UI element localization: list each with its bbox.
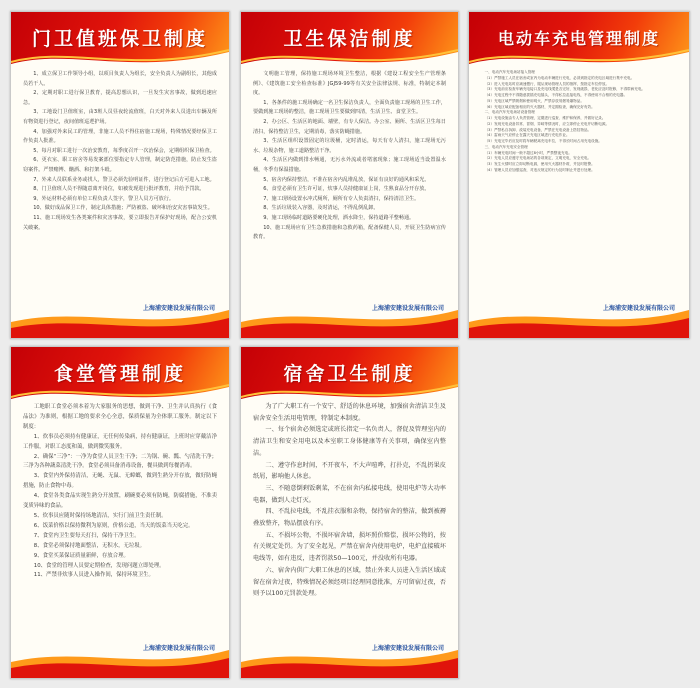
- paragraph: 7、施工现场设置水冲式厕所，厕所有专人负责清扫，保持清洁卫生。: [263, 195, 420, 202]
- paragraph: 三、不随意倒剩饭剩菜，不在宿舍内私接电线，使用电炉等大功率电器，做到人走灯灭。: [253, 484, 446, 504]
- board-footer: [469, 296, 689, 338]
- paragraph: 4、加强对外来民工的管理，非施工人员不得住宿施工现场，特殊情况要经保卫工作负责人批准。: [23, 128, 217, 145]
- paragraph: 1、各条件的施工现场确定一名卫生保洁负责人，全面负责施工现场的卫生工作，要做到施工现场的整洁，施工现场卫生要做到四清，生活卫生、食堂卫生。: [253, 99, 446, 116]
- paragraph: 9、施工现场临时道路要硬化处理，洒水降尘，保持道路平整畅通。: [263, 214, 415, 221]
- paragraph: 5、每月对职工进行一次治安教育，每季度召开一次治保会，定期组织保卫检查。: [33, 147, 215, 154]
- paragraph: 二、遵守作息时间，不开夜车，不大声喧哗，打扑克，不乱扔果皮纸屑，影响他人休息。: [253, 461, 446, 481]
- paragraph: 3、生活区组织设置固定的垃圾桶，定时清运，每天有专人清扫，施工现场无污水、垃圾杂物，施工道路整洁干净。: [253, 138, 446, 154]
- board-footer: [11, 636, 229, 678]
- paragraph: 3、食堂内外保持清洁，无蝇、无鼠、无蟑螂，做到生熟分开存放，做好防蝇措施，防止食物中毒。: [23, 473, 217, 490]
- paragraph: 6、食堂必须有卫生许可证，炊事人员持健康证上岗，生熟食品分开存放。: [263, 186, 430, 193]
- paragraph: （4）管理人员应加强巡查，对违反规定的行为及时制止并进行处理。: [484, 167, 595, 172]
- board-title: 门卫值班保卫制度: [31, 28, 208, 50]
- paragraph: 5、炊事员应随时保持场地清洁，实行门前卫生责任制。: [33, 512, 167, 519]
- paragraph: 10、做好成品保卫工作，制定具体措施；严防被盗、破坏和治安灾害事故发生。: [33, 205, 213, 212]
- paragraph: 4、食堂各类食品实现生熟分开放置，刷碗要必须有防蝇，防腐措施，不准卖变质异味的食品。: [23, 493, 217, 510]
- paragraph: 二、电动汽车充电场站设备管理: [484, 110, 535, 115]
- paragraph: 4、生活区内做到排水畅通，无污水外流或者堵塞现象；施工现场适当设置温水桶，冬季有保温措施。: [253, 157, 446, 173]
- paragraph: 7、外来人员联系业务或找人，警卫必须先验明证件，进行登记后方可进入工地。: [33, 176, 215, 183]
- paragraph: 8、生活垃圾装入容器，及时清运，不得乱倒乱卸。: [263, 205, 379, 212]
- board-footer: [241, 296, 458, 338]
- board-ev-charging: [468, 11, 690, 339]
- paragraph: 1、炊事员必须持有健康证，无任何传染病，持有健康证，上班时应穿戴洁净工作服，对职工态度和蔼，做到微笑服务。: [23, 433, 217, 450]
- paragraph: （2）进入充电站时应减速慢行，服从现场管理人员的指挥，按指定车位停放。: [484, 81, 610, 86]
- paragraph: 11、施工现场发生各类案件和灾害事故，要立即报告并保护好现场，配合公安机关破案。: [23, 214, 217, 231]
- paragraph: （2）充电人员应遵守充电场站的各项规定，文明充电，安全充电。: [484, 156, 592, 161]
- paragraph: （5）充电区域严禁吸烟和使用明火，严禁存放易燃易爆物品。: [484, 98, 584, 103]
- paragraph: 一、每个宿舍必须选定或班长指定一名负责人，督促及管理室内的清洁卫生和安全用电以及本室职工身体健康等有关事项，确保室内整洁。: [253, 426, 446, 457]
- board-body: [253, 70, 446, 243]
- paragraph: 9、食堂买菜保证质量新鲜，存放合理。: [33, 552, 129, 559]
- paragraph: 四、不乱拉电线，不乱挂衣服和杂物，保持宿舍的整洁，做到被褥叠放整齐，物品摆放有序。: [253, 508, 446, 528]
- board-body: [23, 403, 217, 581]
- paragraph: 六、宿舍内供广大职工休息的区域，禁止外来人员进入生活区域或留在宿舍过夜，特殊情况必须经项目经理同意批准，方可留宿过夜，否则予以100元罚款处理。: [253, 566, 446, 598]
- company-name: 上海浦安建设发展有限公司: [602, 305, 675, 312]
- paragraph: （5）充电完毕后应及时将车辆驶离充电车位，不得长时间占用充电设施。: [484, 139, 602, 143]
- paragraph: 为了广大职工有一个安宁、舒适的休息环境，加强宿舍清洁卫生及宿舍安全生活用电管理，特制定本制度。: [253, 403, 446, 422]
- paragraph: 6、饭菜价格以保持微利为原则，价格公道，当天的饭菜当天吃完。: [33, 522, 194, 529]
- company-name: 上海浦安建设发展有限公司: [142, 645, 215, 652]
- paragraph: 2、定期对职工进行保卫教育，提高思想认识，一旦发生灾害事故，做到迅速应急。: [23, 90, 217, 106]
- board-body: [23, 70, 217, 233]
- paragraph: （1）严禁施工人员在宿舍或室内为电动车辆进行充电，必须到指定的充电区域进行集中充电。: [484, 75, 635, 80]
- board-canteen: [10, 346, 230, 679]
- paragraph: 10、施工现场应有卫生急救措施和急救药箱，配备保健人员，开展卫生防病宣传教育。: [253, 224, 446, 241]
- paragraph: 8、食堂必须保持地面整洁，无积水，无垃圾。: [33, 542, 146, 549]
- paragraph: （4）雷雨天气应停止在露天充电区域进行充电作业。: [484, 133, 570, 138]
- paragraph: 6、更衣室、职工宿舍等易发案部位要指定专人管理，制定防范措施，防止发生盗窃案件。严禁赌博、酗酒、和打架斗殴。: [23, 157, 217, 173]
- company-name: 上海浦安建设发展有限公司: [371, 305, 444, 312]
- board-header: [11, 347, 229, 403]
- paragraph: （1）车辆充电时间一般不超过8小时，严禁整夜充电。: [484, 150, 572, 155]
- board-cleaning: [240, 11, 459, 339]
- paragraph: （3）充电前应检查车辆充电接口及充电线缆是否完好，发现破损、老化应及时报修，不得带病充电。: [484, 87, 646, 92]
- paragraph: 一、电动汽车充电场站接入管理: [484, 70, 535, 74]
- paragraph: 文明施工管理，保持施工现场环境卫生整洁，根据《建设工程安全生产管理条例》、《建筑施工安全检查标准》JGJ59-99等有关安全法律法规、标准，特制定本制度。: [253, 71, 446, 97]
- paragraph: 1、成立保卫工作领导小组，以项目负责人为组长，安全负责人为副组长，其他成员若干人。: [23, 71, 217, 87]
- board-body: [481, 70, 677, 174]
- paragraph: （6）充电区域应配备相应的灭火器材，并定期检查，确保完好有效。: [484, 104, 595, 109]
- paragraph: （3）严禁私自拆卸、改装充电设备，严禁在充电设备上搭挂物品。: [484, 127, 592, 132]
- board-gatekeeper-security: [10, 11, 230, 339]
- board-footer: [241, 636, 458, 678]
- paragraph: 工地职工食堂必须本着为大家服务的思想，做到干净、卫生并认真执行《食品法》为准则，根据工地的要求全心全意，保质保量为全体职工服务。制定以下制度：: [23, 404, 217, 430]
- paragraph: 三、电动汽车充电安全管理: [484, 144, 528, 149]
- board-title: 宿舍卫生制度: [283, 363, 416, 385]
- company-name: 上海浦安建设发展有限公司: [142, 305, 215, 312]
- board-header: [469, 12, 689, 68]
- board-header: [241, 12, 458, 68]
- paragraph: （4）充电过程中不得随意拔插充电插头，不得私拉乱接电线，不得使用不合格的充电器。: [484, 93, 628, 97]
- paragraph: 五、不损坏公物，不损坏宿舍墙，损坏照价赔偿，损坏公物的，按有关规定处罚。为了安全起见，严禁在宿舍内使用电炉，电炉直接破坏电线等，如有违反，违者罚款50—100元，并没收所有电器。: [253, 531, 446, 563]
- board-title: 卫生保洁制度: [283, 28, 416, 50]
- board-dormitory: [240, 346, 459, 679]
- board-body: [253, 401, 446, 600]
- paragraph: 10、食堂的管理人员要定期检查，发现问题立即处理。: [33, 562, 165, 569]
- board-title: 电动车充电管理制度: [497, 29, 660, 48]
- paragraph: 8、门卫值班人员不得随意离开岗位，如被发现进行批评教育，并给予罚款。: [33, 186, 205, 193]
- paragraph: （1）充电设施由专人负责管理，定期进行巡查、维护和保养，并做好记录。: [484, 116, 606, 120]
- paragraph: 2、确保“三净”：一净为食堂人员卫生干净；二为锅、碗、瓢、勺清洗干净；三净为各种蔬菜清洗干净。食堂必须具备消毒设备，餐具做到每餐消毒。: [23, 453, 217, 470]
- company-name: 上海浦安建设发展有限公司: [371, 645, 444, 652]
- paragraph: 7、食堂内卫生要每天打扫，保持干净卫生。: [33, 532, 140, 539]
- paragraph: 11、严禁非炊事人员进入操作间，保持环境卫生。: [33, 572, 154, 579]
- paragraph: （3）发生火情时应立即切断电源，使用灭火器材扑救，并及时报警。: [484, 162, 595, 166]
- paragraph: 5、宿舍内保持整洁，不准在宿舍内乱堆乱放，保证有良好的通风和采光。: [263, 176, 430, 183]
- board-header: [11, 12, 229, 68]
- board-footer: [11, 296, 229, 338]
- board-header: [241, 347, 458, 403]
- board-title: 食堂管理制度: [53, 363, 186, 385]
- paragraph: 3、工地设门卫值班室，由3班人员昼夜轮流值班，白天对外来人员进出车辆及所有物资进行登记，夜间值班巡逻护场。: [23, 109, 217, 125]
- paragraph: 9、外运材料必须有单位工程负责人签字，警卫人员方可放行。: [33, 195, 174, 202]
- paragraph: 2、办公区、生活区的地面、墙壁，有专人保洁。办公室、厕所、生活区卫生每日清扫，保持整洁卫生，定期消毒，落实防蝇措施。: [253, 118, 446, 135]
- paragraph: （2）发现充电设备异常、冒烟、异味等情况时，应立即停止充电并切断电源。: [484, 121, 610, 126]
